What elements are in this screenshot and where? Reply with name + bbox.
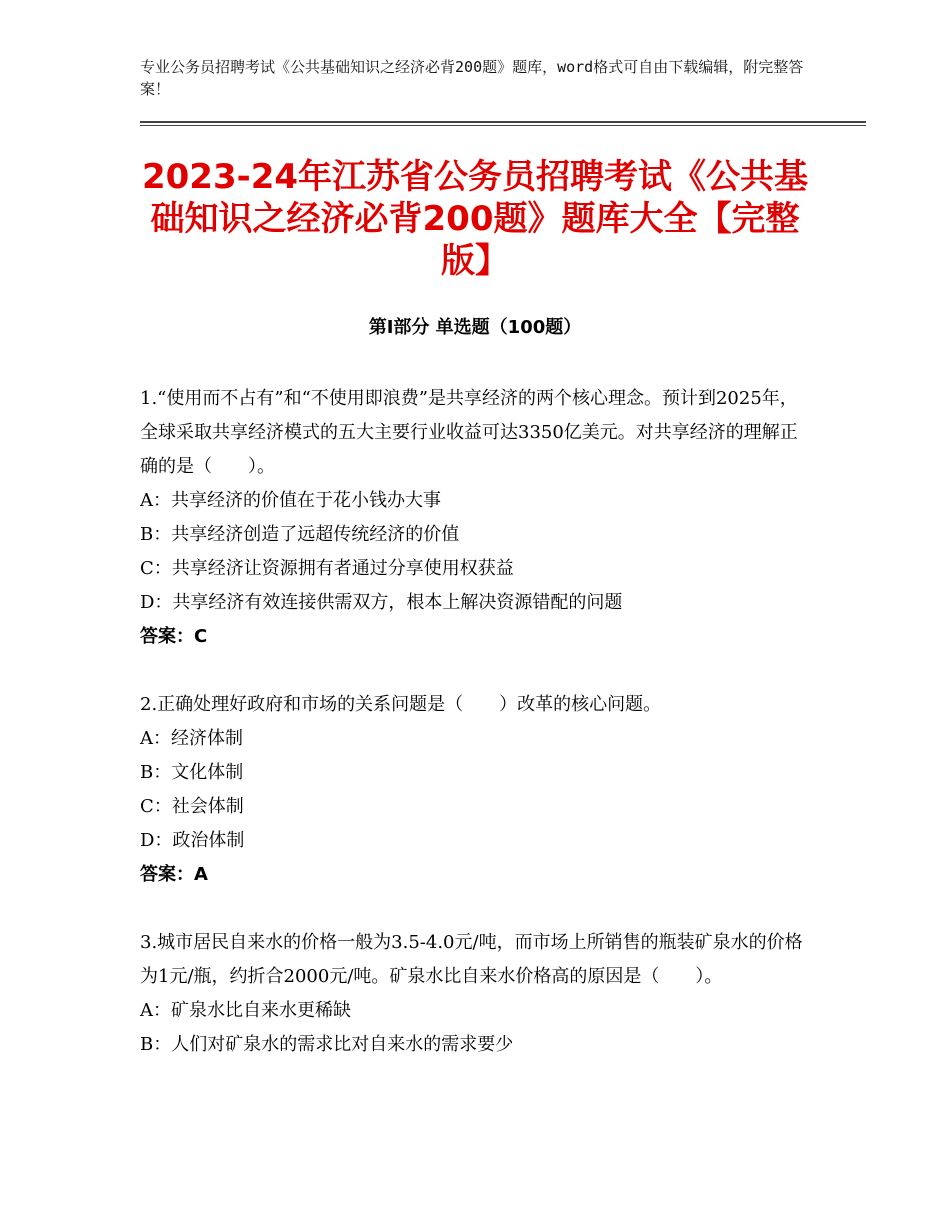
- question-3: [140, 926, 810, 1062]
- header-note: 专业公务员招聘考试《公共基础知识之经济必背200题》题库，word格式可自由下载编辑，附完整答案！: [140, 58, 804, 98]
- question-list: [140, 382, 810, 1096]
- header-rule-top: [140, 121, 866, 123]
- answer: 答案：A: [140, 864, 208, 885]
- option-c: C：共享经济让资源拥有者通过分享使用权获益: [140, 558, 514, 579]
- question-stem: 2.正确处理好政府和市场的关系问题是（ ）改革的核心问题。: [140, 694, 662, 715]
- question-1: [140, 382, 810, 654]
- option-b: B：文化体制: [140, 762, 244, 783]
- option-d: D：政治体制: [140, 830, 245, 851]
- option-a: A：经济体制: [140, 728, 243, 749]
- option-b: B：人们对矿泉水的需求比对自来水的需求要少: [140, 1034, 514, 1055]
- answer: 答案：C: [140, 626, 208, 647]
- option-a: A：共享经济的价值在于花小钱办大事: [140, 490, 441, 511]
- question-stem: 3.城市居民自来水的价格一般为3.5-4.0元/吨，而市场上所销售的瓶装矿泉水的价格为1元/瓶，约折合2000元/吨。矿泉水比自来水价格高的原因是（ ）。: [140, 932, 803, 987]
- header-rule-bottom: [140, 125, 866, 126]
- option-c: C：社会体制: [140, 796, 244, 817]
- document-title: 2023-24年江苏省公务员招聘考试《公共基础知识之经济必背200题》题库大全【完整版】: [141, 157, 809, 281]
- section-title: 第Ⅰ部分 单选题（100题）: [368, 317, 582, 338]
- question-stem: 1.“使用而不占有”和“不使用即浪费”是共享经济的两个核心理念。预计到2025年，全球采取共享经济模式的五大主要行业收益可达3350亿美元。对共享经济的理解正确的是（ ）。: [140, 388, 798, 477]
- option-b: B：共享经济创造了远超传统经济的价值: [140, 524, 460, 545]
- option-d: D：共享经济有效连接供需双方，根本上解决资源错配的问题: [140, 592, 623, 613]
- question-2: [140, 688, 810, 892]
- option-a: A：矿泉水比自来水更稀缺: [140, 1000, 351, 1021]
